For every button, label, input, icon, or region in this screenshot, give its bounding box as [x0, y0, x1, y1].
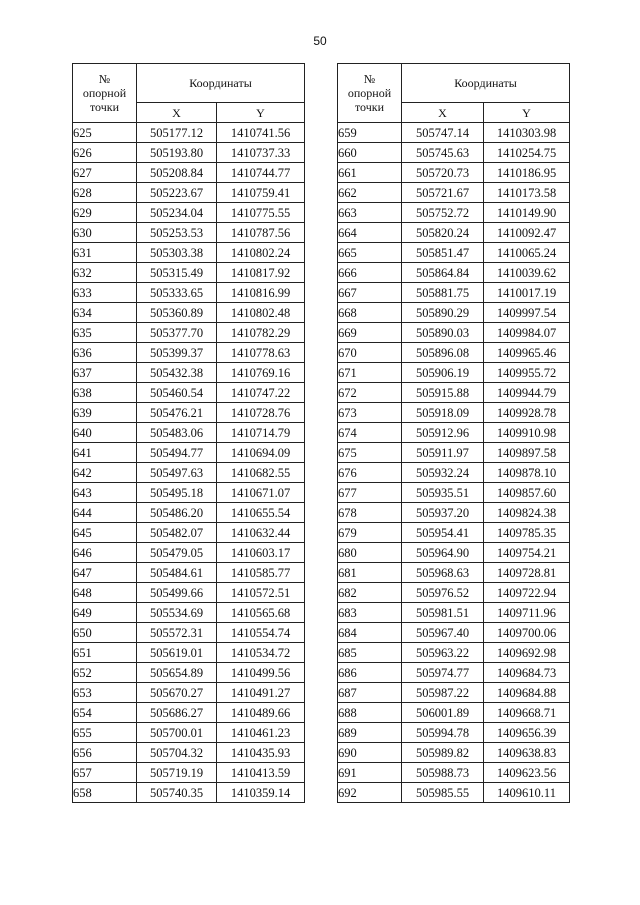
y-coordinate-cell: 1410655.54 [217, 503, 305, 523]
y-coordinate-cell: 1410802.24 [217, 243, 305, 263]
x-coordinate-cell: 505985.55 [402, 783, 484, 803]
table-row [73, 663, 305, 683]
x-coordinate-cell: 505700.01 [137, 723, 217, 743]
point-number-cell: 667 [338, 283, 402, 303]
y-coordinate-cell: 1410817.92 [217, 263, 305, 283]
x-coordinate-cell: 505987.22 [402, 683, 484, 703]
point-number-cell: 640 [73, 423, 137, 443]
x-coordinate-cell: 505360.89 [137, 303, 217, 323]
y-coordinate-cell: 1410744.77 [217, 163, 305, 183]
table-row [338, 383, 570, 403]
y-coordinate-cell: 1409668.71 [484, 703, 570, 723]
y-coordinate-cell: 1409754.21 [484, 543, 570, 563]
x-coordinate-cell: 505890.03 [402, 323, 484, 343]
table-row [338, 583, 570, 603]
table-row [73, 283, 305, 303]
x-coordinate-cell: 505752.72 [402, 203, 484, 223]
point-number-cell: 666 [338, 263, 402, 283]
y-coordinate-cell: 1410499.56 [217, 663, 305, 683]
y-coordinate-cell: 1409910.98 [484, 423, 570, 443]
point-number-cell: 656 [73, 743, 137, 763]
table-row [338, 523, 570, 543]
point-number-header [73, 64, 137, 123]
x-coordinate-cell: 505223.67 [137, 183, 217, 203]
point-number-cell: 661 [338, 163, 402, 183]
table-row [73, 643, 305, 663]
x-coordinate-cell: 505890.29 [402, 303, 484, 323]
point-number-cell: 664 [338, 223, 402, 243]
x-coordinate-cell: 505494.77 [137, 443, 217, 463]
x-column-header: X [402, 103, 484, 123]
y-coordinate-cell: 1409700.06 [484, 623, 570, 643]
y-coordinate-cell: 1410534.72 [217, 643, 305, 663]
x-coordinate-cell: 505851.47 [402, 243, 484, 263]
y-coordinate-cell: 1410747.22 [217, 383, 305, 403]
table-row [338, 683, 570, 703]
table-row [73, 123, 305, 143]
point-number-cell: 671 [338, 363, 402, 383]
point-number-cell: 647 [73, 563, 137, 583]
y-coordinate-cell: 1409878.10 [484, 463, 570, 483]
table-row [338, 543, 570, 563]
table-row [338, 603, 570, 623]
table-row [73, 383, 305, 403]
y-coordinate-cell: 1410775.55 [217, 203, 305, 223]
point-number-cell: 641 [73, 443, 137, 463]
table-row [73, 403, 305, 423]
point-number-header-line3: точки [89, 100, 120, 114]
y-coordinate-cell: 1409692.98 [484, 643, 570, 663]
table-row [73, 703, 305, 723]
y-coordinate-cell: 1410694.09 [217, 443, 305, 463]
table-row [73, 723, 305, 743]
point-number-cell: 633 [73, 283, 137, 303]
table-row [338, 483, 570, 503]
table-row [338, 283, 570, 303]
y-coordinate-cell: 1410017.19 [484, 283, 570, 303]
y-coordinate-cell: 1410802.48 [217, 303, 305, 323]
point-number-cell: 689 [338, 723, 402, 743]
x-coordinate-cell: 505486.20 [137, 503, 217, 523]
table-row [73, 543, 305, 563]
y-coordinate-cell: 1410671.07 [217, 483, 305, 503]
x-coordinate-cell: 505704.32 [137, 743, 217, 763]
x-coordinate-cell: 505912.96 [402, 423, 484, 443]
point-number-cell: 680 [338, 543, 402, 563]
x-coordinate-cell: 505476.21 [137, 403, 217, 423]
x-coordinate-cell: 505499.66 [137, 583, 217, 603]
y-coordinate-cell: 1409722.94 [484, 583, 570, 603]
y-coordinate-cell: 1410603.17 [217, 543, 305, 563]
point-number-cell: 628 [73, 183, 137, 203]
table-row [338, 423, 570, 443]
x-coordinate-cell: 505720.73 [402, 163, 484, 183]
y-coordinate-cell: 1409610.11 [484, 783, 570, 803]
table-row [73, 743, 305, 763]
x-coordinate-cell: 505719.19 [137, 763, 217, 783]
y-coordinate-cell: 1409997.54 [484, 303, 570, 323]
coordinates-table-left [72, 63, 305, 803]
y-coordinate-cell: 1409984.07 [484, 323, 570, 343]
point-number-cell: 663 [338, 203, 402, 223]
x-coordinate-cell: 505954.41 [402, 523, 484, 543]
x-coordinate-cell: 505534.69 [137, 603, 217, 623]
x-coordinate-cell: 505479.05 [137, 543, 217, 563]
y-coordinate-cell: 1409824.38 [484, 503, 570, 523]
x-coordinate-cell: 505484.61 [137, 563, 217, 583]
table-row [338, 223, 570, 243]
x-coordinate-cell: 505932.24 [402, 463, 484, 483]
point-number-header-line2: опорной [347, 86, 392, 100]
x-coordinate-cell: 505303.38 [137, 243, 217, 263]
x-coordinate-cell: 505495.18 [137, 483, 217, 503]
point-number-header [338, 64, 402, 123]
table-row [338, 163, 570, 183]
y-coordinate-cell: 1410741.56 [217, 123, 305, 143]
table-row [73, 363, 305, 383]
y-coordinate-cell: 1409684.88 [484, 683, 570, 703]
point-number-cell: 654 [73, 703, 137, 723]
point-number-cell: 686 [338, 663, 402, 683]
y-coordinate-cell: 1409965.46 [484, 343, 570, 363]
table-row [73, 523, 305, 543]
point-number-cell: 668 [338, 303, 402, 323]
y-coordinate-cell: 1409928.78 [484, 403, 570, 423]
x-coordinate-cell: 505482.07 [137, 523, 217, 543]
y-column-header: Y [217, 103, 305, 123]
x-coordinate-cell: 505686.27 [137, 703, 217, 723]
table-row [73, 603, 305, 623]
y-coordinate-cell: 1410065.24 [484, 243, 570, 263]
point-number-cell: 652 [73, 663, 137, 683]
x-coordinate-cell: 505745.63 [402, 143, 484, 163]
point-number-cell: 678 [338, 503, 402, 523]
x-coordinate-cell: 505377.70 [137, 323, 217, 343]
point-number-cell: 683 [338, 603, 402, 623]
y-coordinate-cell: 1410413.59 [217, 763, 305, 783]
point-number-cell: 660 [338, 143, 402, 163]
table-row [73, 303, 305, 323]
point-number-cell: 674 [338, 423, 402, 443]
point-number-header-line3: точки [354, 100, 385, 114]
y-coordinate-cell: 1410585.77 [217, 563, 305, 583]
table-row [338, 123, 570, 143]
table-row [338, 363, 570, 383]
table-row [338, 743, 570, 763]
y-coordinate-cell: 1409944.79 [484, 383, 570, 403]
point-number-cell: 636 [73, 343, 137, 363]
y-coordinate-cell: 1410782.29 [217, 323, 305, 343]
table-row [338, 203, 570, 223]
x-coordinate-cell: 505253.53 [137, 223, 217, 243]
point-number-cell: 638 [73, 383, 137, 403]
point-number-header-line2: опорной [82, 86, 127, 100]
y-coordinate-cell: 1410554.74 [217, 623, 305, 643]
point-number-cell: 631 [73, 243, 137, 263]
point-number-cell: 649 [73, 603, 137, 623]
y-coordinate-cell: 1410173.58 [484, 183, 570, 203]
point-number-cell: 645 [73, 523, 137, 543]
x-coordinate-cell: 505989.82 [402, 743, 484, 763]
table-row [73, 623, 305, 643]
x-coordinate-cell: 505177.12 [137, 123, 217, 143]
x-coordinate-cell: 505460.54 [137, 383, 217, 403]
y-coordinate-cell: 1410435.93 [217, 743, 305, 763]
y-coordinate-cell: 1410092.47 [484, 223, 570, 243]
point-number-cell: 670 [338, 343, 402, 363]
y-coordinate-cell: 1410714.79 [217, 423, 305, 443]
x-coordinate-cell: 505967.40 [402, 623, 484, 643]
point-number-cell: 625 [73, 123, 137, 143]
point-number-cell: 643 [73, 483, 137, 503]
point-number-cell: 651 [73, 643, 137, 663]
x-coordinate-cell: 505399.37 [137, 343, 217, 363]
x-coordinate-cell: 505968.63 [402, 563, 484, 583]
table-row [73, 223, 305, 243]
table-row [73, 503, 305, 523]
table-row [73, 463, 305, 483]
x-coordinate-cell: 505864.84 [402, 263, 484, 283]
y-coordinate-cell: 1409785.35 [484, 523, 570, 543]
table-body-right [338, 123, 570, 803]
y-coordinate-cell: 1409857.60 [484, 483, 570, 503]
x-coordinate-cell: 505918.09 [402, 403, 484, 423]
x-coordinate-cell: 505881.75 [402, 283, 484, 303]
y-coordinate-cell: 1410572.51 [217, 583, 305, 603]
point-number-cell: 648 [73, 583, 137, 603]
table-row [338, 343, 570, 363]
y-coordinate-cell: 1410682.55 [217, 463, 305, 483]
table-row [338, 303, 570, 323]
y-coordinate-cell: 1409623.56 [484, 763, 570, 783]
point-number-header-line1: № [363, 72, 376, 86]
point-number-cell: 629 [73, 203, 137, 223]
x-coordinate-cell: 505896.08 [402, 343, 484, 363]
x-coordinate-cell: 505333.65 [137, 283, 217, 303]
point-number-cell: 691 [338, 763, 402, 783]
point-number-cell: 681 [338, 563, 402, 583]
table-body-left [73, 123, 305, 803]
table-row [73, 143, 305, 163]
y-coordinate-cell: 1409955.72 [484, 363, 570, 383]
x-coordinate-cell: 505721.67 [402, 183, 484, 203]
x-coordinate-cell: 505234.04 [137, 203, 217, 223]
x-coordinate-cell: 505740.35 [137, 783, 217, 803]
table-row [73, 163, 305, 183]
x-coordinate-cell: 505483.06 [137, 423, 217, 443]
point-number-cell: 658 [73, 783, 137, 803]
coordinates-header: Координаты [402, 64, 570, 103]
table-row [73, 583, 305, 603]
y-coordinate-cell: 1410759.41 [217, 183, 305, 203]
point-number-cell: 692 [338, 783, 402, 803]
table-row [73, 683, 305, 703]
y-coordinate-cell: 1410737.33 [217, 143, 305, 163]
point-number-cell: 634 [73, 303, 137, 323]
y-coordinate-cell: 1410359.14 [217, 783, 305, 803]
x-coordinate-cell: 505963.22 [402, 643, 484, 663]
x-coordinate-cell: 505619.01 [137, 643, 217, 663]
x-coordinate-cell: 505670.27 [137, 683, 217, 703]
y-coordinate-cell: 1410489.66 [217, 703, 305, 723]
point-number-cell: 650 [73, 623, 137, 643]
table-row [338, 263, 570, 283]
x-coordinate-cell: 505981.51 [402, 603, 484, 623]
point-number-cell: 690 [338, 743, 402, 763]
point-number-cell: 673 [338, 403, 402, 423]
table-row [73, 243, 305, 263]
table-row [338, 563, 570, 583]
point-number-cell: 637 [73, 363, 137, 383]
x-coordinate-cell: 505976.52 [402, 583, 484, 603]
point-number-cell: 646 [73, 543, 137, 563]
point-number-cell: 644 [73, 503, 137, 523]
table-row [73, 563, 305, 583]
point-number-cell: 685 [338, 643, 402, 663]
coordinates-table-right [337, 63, 570, 803]
x-coordinate-cell: 505911.97 [402, 443, 484, 463]
y-coordinate-cell: 1410254.75 [484, 143, 570, 163]
page-number: 50 [313, 34, 327, 48]
table-row [338, 503, 570, 523]
point-number-cell: 642 [73, 463, 137, 483]
point-number-cell: 687 [338, 683, 402, 703]
x-coordinate-cell: 505964.90 [402, 543, 484, 563]
point-number-cell: 684 [338, 623, 402, 643]
x-coordinate-cell: 505432.38 [137, 363, 217, 383]
table-row [338, 623, 570, 643]
x-coordinate-cell: 505497.63 [137, 463, 217, 483]
x-coordinate-cell: 505915.88 [402, 383, 484, 403]
y-coordinate-cell: 1410039.62 [484, 263, 570, 283]
table-row [338, 443, 570, 463]
point-number-cell: 655 [73, 723, 137, 743]
table-row [73, 263, 305, 283]
y-coordinate-cell: 1410632.44 [217, 523, 305, 543]
y-coordinate-cell: 1410778.63 [217, 343, 305, 363]
point-number-cell: 627 [73, 163, 137, 183]
y-coordinate-cell: 1409728.81 [484, 563, 570, 583]
table-row [338, 663, 570, 683]
point-number-cell: 688 [338, 703, 402, 723]
y-coordinate-cell: 1409656.39 [484, 723, 570, 743]
x-coordinate-cell: 505654.89 [137, 663, 217, 683]
table-row [73, 323, 305, 343]
table-row [338, 703, 570, 723]
table-row [73, 203, 305, 223]
table-row [338, 463, 570, 483]
y-coordinate-cell: 1410816.99 [217, 283, 305, 303]
y-coordinate-cell: 1409897.58 [484, 443, 570, 463]
y-coordinate-cell: 1410787.56 [217, 223, 305, 243]
y-coordinate-cell: 1409684.73 [484, 663, 570, 683]
y-coordinate-cell: 1410186.95 [484, 163, 570, 183]
table-row [73, 483, 305, 503]
y-coordinate-cell: 1410461.23 [217, 723, 305, 743]
point-number-cell: 665 [338, 243, 402, 263]
table-row [73, 423, 305, 443]
table-row [73, 783, 305, 803]
x-coordinate-cell: 505994.78 [402, 723, 484, 743]
y-column-header: Y [484, 103, 570, 123]
y-coordinate-cell: 1410769.16 [217, 363, 305, 383]
x-coordinate-cell: 505208.84 [137, 163, 217, 183]
y-coordinate-cell: 1409711.96 [484, 603, 570, 623]
y-coordinate-cell: 1410149.90 [484, 203, 570, 223]
x-coordinate-cell: 505988.73 [402, 763, 484, 783]
table-row [73, 443, 305, 463]
y-coordinate-cell: 1410565.68 [217, 603, 305, 623]
point-number-cell: 679 [338, 523, 402, 543]
table-row [73, 343, 305, 363]
table-row [338, 243, 570, 263]
point-number-cell: 639 [73, 403, 137, 423]
point-number-cell: 657 [73, 763, 137, 783]
table-row [338, 763, 570, 783]
point-number-cell: 669 [338, 323, 402, 343]
x-coordinate-cell: 505315.49 [137, 263, 217, 283]
x-coordinate-cell: 505572.31 [137, 623, 217, 643]
table-row [338, 783, 570, 803]
point-number-header-line1: № [98, 72, 111, 86]
y-coordinate-cell: 1410491.27 [217, 683, 305, 703]
table-row [338, 323, 570, 343]
point-number-cell: 675 [338, 443, 402, 463]
point-number-cell: 682 [338, 583, 402, 603]
point-number-cell: 676 [338, 463, 402, 483]
point-number-cell: 630 [73, 223, 137, 243]
table-row [338, 643, 570, 663]
table-row [338, 403, 570, 423]
coordinates-header: Координаты [137, 64, 305, 103]
table-row [338, 143, 570, 163]
x-coordinate-cell: 505747.14 [402, 123, 484, 143]
point-number-cell: 677 [338, 483, 402, 503]
x-coordinate-cell: 505906.19 [402, 363, 484, 383]
x-coordinate-cell: 505974.77 [402, 663, 484, 683]
table-row [73, 763, 305, 783]
x-coordinate-cell: 506001.89 [402, 703, 484, 723]
table-row [338, 183, 570, 203]
x-coordinate-cell: 505193.80 [137, 143, 217, 163]
y-coordinate-cell: 1410728.76 [217, 403, 305, 423]
table-row [338, 723, 570, 743]
x-column-header: X [137, 103, 217, 123]
y-coordinate-cell: 1410303.98 [484, 123, 570, 143]
x-coordinate-cell: 505937.20 [402, 503, 484, 523]
point-number-cell: 635 [73, 323, 137, 343]
y-coordinate-cell: 1409638.83 [484, 743, 570, 763]
point-number-cell: 653 [73, 683, 137, 703]
point-number-cell: 662 [338, 183, 402, 203]
x-coordinate-cell: 505935.51 [402, 483, 484, 503]
point-number-cell: 659 [338, 123, 402, 143]
table-row [73, 183, 305, 203]
point-number-cell: 672 [338, 383, 402, 403]
point-number-cell: 626 [73, 143, 137, 163]
point-number-cell: 632 [73, 263, 137, 283]
x-coordinate-cell: 505820.24 [402, 223, 484, 243]
